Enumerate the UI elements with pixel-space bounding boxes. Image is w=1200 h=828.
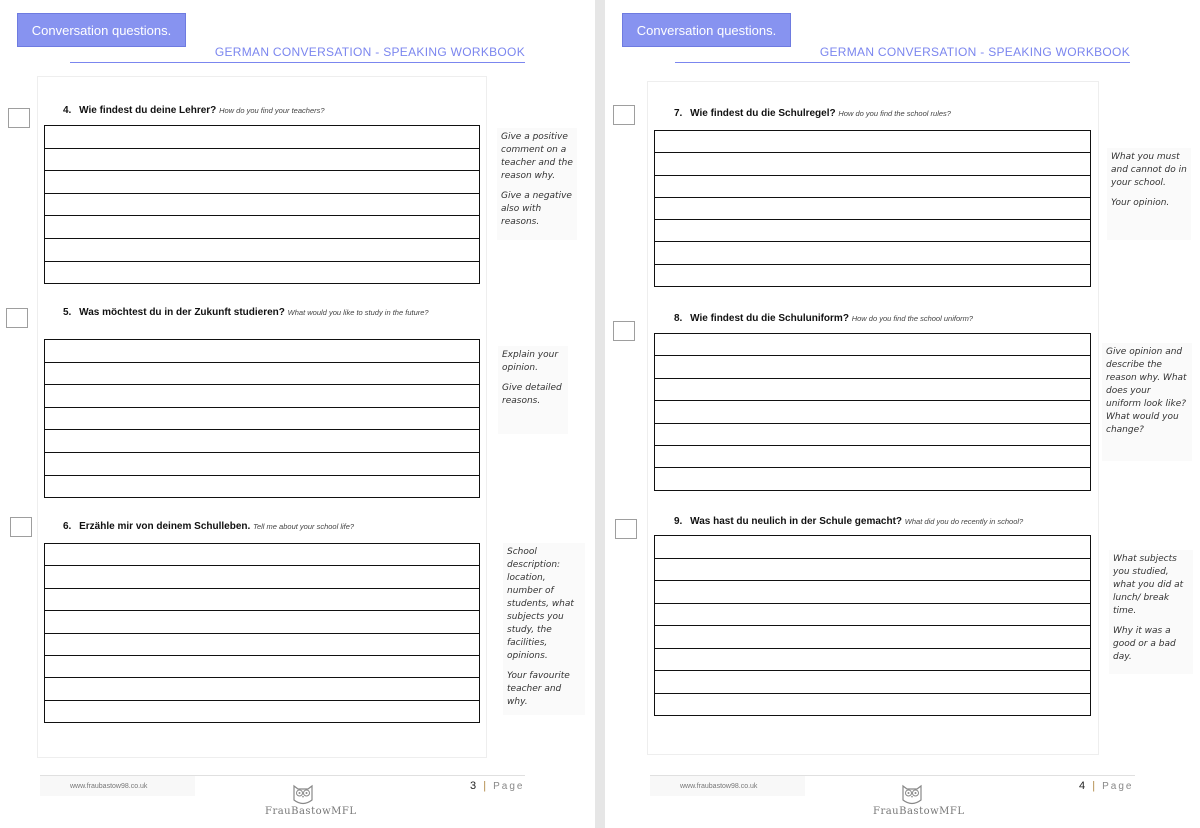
page-number: 3 | Page [470,780,525,792]
question-7-hint [1107,148,1191,240]
answer-line[interactable] [45,171,479,194]
answer-line[interactable] [655,626,1090,649]
question-6-hint [503,543,585,715]
question-number: 4. [63,105,72,116]
question-number: 6. [63,521,72,532]
question-9-text [674,515,1094,528]
section-tag: Conversation questions. [17,13,186,47]
answer-line[interactable] [45,544,479,566]
question-4-text [63,104,483,117]
question-8-checkbox[interactable] [613,321,635,341]
question-german: Wie findest du die Schuluniform? [690,313,849,324]
answer-line[interactable] [45,149,479,172]
owl-logo-icon [899,782,925,806]
question-german: Wie findest du deine Lehrer? [79,105,217,116]
question-5-text [63,306,463,319]
hint-paragraph: School description: location, number of students, what subjects you study, the facilities, opinions. [507,547,574,661]
header-divider [675,62,1130,63]
answer-line[interactable] [655,198,1090,220]
answer-line[interactable] [655,265,1090,287]
question-7-checkbox[interactable] [613,105,635,125]
answer-line[interactable] [45,194,479,217]
question-german: Erzähle mir von deinem Schulleben. [79,521,251,532]
question-6-answer-lines [44,543,480,723]
answer-line[interactable] [45,262,479,285]
section-tag: Conversation questions. [622,13,791,47]
answer-line[interactable] [45,701,479,723]
question-number: 9. [674,516,683,527]
answer-line[interactable] [655,379,1090,401]
answer-line[interactable] [45,589,479,611]
answer-line[interactable] [655,334,1090,356]
answer-line[interactable] [45,634,479,656]
answer-line[interactable] [45,363,479,386]
question-4-hint [497,128,577,240]
question-german: Wie findest du die Schulregel? [690,108,836,119]
question-8-text [674,312,1094,325]
answer-line[interactable] [655,559,1090,582]
page-number: 4 | Page [1079,780,1134,792]
hint-paragraph: Explain your opinion. [502,350,559,373]
question-english: How do you find your teachers? [219,106,325,115]
footer-url: www.fraubastow98.co.uk [40,776,195,796]
answer-line[interactable] [655,536,1090,559]
answer-line[interactable] [45,566,479,588]
hint-paragraph: Give a negative also with reasons. [501,191,572,227]
workbook-title: GERMAN CONVERSATION - SPEAKING WORKBOOK [819,45,1130,59]
question-number: 5. [63,307,72,318]
question-5-answer-lines [44,339,480,498]
answer-line[interactable] [45,408,479,431]
answer-line[interactable] [655,153,1090,175]
brand-logo-text: FrauBastowMFL [265,806,357,817]
answer-line[interactable] [45,656,479,678]
hint-paragraph: Give detailed reasons. [502,383,562,406]
page-number-value: 3 [470,780,479,792]
answer-line[interactable] [655,446,1090,468]
question-8-answer-lines [654,333,1091,491]
answer-line[interactable] [45,385,479,408]
question-english: How do you find the school rules? [838,109,951,118]
answer-line[interactable] [655,694,1090,717]
question-7-text [674,107,1094,120]
hint-paragraph: Your favourite teacher and why. [507,671,570,707]
brand-logo-text: FrauBastowMFL [873,806,965,817]
hint-paragraph: Why it was a good or a bad day. [1113,626,1176,662]
question-5-hint [498,346,568,434]
hint-paragraph: Give a positive comment on a teacher and the reason why. [501,132,573,181]
page-word: Page [493,781,525,792]
question-8-hint [1102,343,1192,461]
hint-paragraph: Your opinion. [1111,198,1170,208]
answer-line[interactable] [655,220,1090,242]
answer-line[interactable] [655,131,1090,153]
answer-line[interactable] [655,424,1090,446]
question-english: What did you do recently in school? [904,517,1024,526]
workbook-page-4 [605,0,1200,828]
question-english: Tell me about your school life? [253,522,355,531]
answer-line[interactable] [45,611,479,633]
answer-line[interactable] [45,216,479,239]
hint-paragraph: Give opinion and describe the reason why. What does your uniform look like? What would you change? [1106,347,1187,435]
hint-paragraph: What you must and cannot do in your school. [1111,152,1187,188]
question-english: How do you find the school uniform? [851,314,974,323]
question-6-text [63,520,483,533]
answer-line[interactable] [655,604,1090,627]
answer-line[interactable] [45,476,479,499]
answer-line[interactable] [45,430,479,453]
page-word: Page [1102,781,1134,792]
answer-line[interactable] [655,176,1090,198]
answer-line[interactable] [45,239,479,262]
question-4-checkbox[interactable] [8,108,30,128]
hint-paragraph: What subjects you studied, what you did at lunch/ break time. [1113,554,1184,616]
question-5-checkbox[interactable] [6,308,28,328]
answer-line[interactable] [655,581,1090,604]
answer-line[interactable] [655,356,1090,378]
page-number-value: 4 [1079,780,1088,792]
question-6-checkbox[interactable] [10,517,32,537]
workbook-title: GERMAN CONVERSATION - SPEAKING WORKBOOK [214,45,525,59]
question-9-checkbox[interactable] [615,519,637,539]
answer-line[interactable] [45,453,479,476]
workbook-page-3 [0,0,595,828]
question-german: Was hast du neulich in der Schule gemacht? [690,516,903,527]
question-4-answer-lines [44,125,480,284]
question-german: Was möchtest du in der Zukunft studieren? [79,307,285,318]
owl-logo-icon [290,782,316,806]
header-divider [70,62,525,63]
question-9-hint [1109,550,1193,674]
answer-line[interactable] [45,340,479,363]
answer-line[interactable] [655,242,1090,264]
answer-line[interactable] [45,126,479,149]
answer-line[interactable] [655,468,1090,490]
answer-line[interactable] [655,649,1090,672]
question-number: 7. [674,108,683,119]
answer-line[interactable] [655,671,1090,694]
footer-url: www.fraubastow98.co.uk [650,776,805,796]
answer-line[interactable] [45,678,479,700]
question-number: 8. [674,313,683,324]
question-9-answer-lines [654,535,1091,716]
answer-line[interactable] [655,401,1090,423]
question-7-answer-lines [654,130,1091,287]
question-english: What would you like to study in the future? [287,308,429,317]
